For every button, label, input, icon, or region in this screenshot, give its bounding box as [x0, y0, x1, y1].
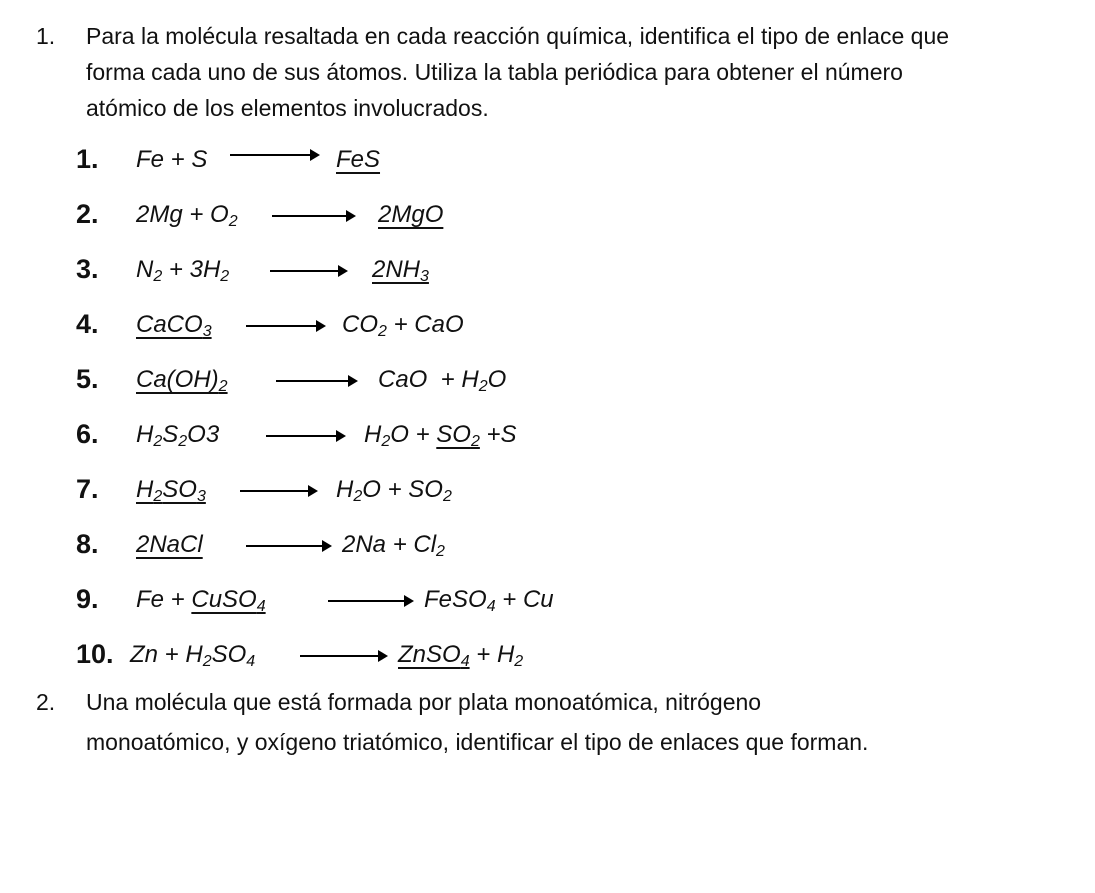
formula: $2Mg + O_2$	[136, 201, 238, 230]
reaction-arrow-icon	[276, 380, 356, 382]
products	[364, 421, 517, 449]
reaction-number: 2.	[76, 199, 99, 229]
reactants	[136, 256, 229, 284]
reaction-row	[0, 580, 700, 624]
reaction-number: 6.	[76, 419, 99, 449]
products	[378, 201, 443, 229]
reaction-arrow-icon	[328, 600, 412, 602]
reaction-number: 1.	[76, 144, 99, 174]
reaction-arrow-icon	[300, 655, 386, 657]
reaction-arrow-icon	[230, 154, 318, 156]
reaction-row	[0, 470, 700, 514]
products	[378, 366, 506, 394]
highlighted-molecule: CaCO$_3$	[136, 311, 212, 340]
reaction-row	[0, 305, 700, 349]
reactants	[136, 531, 203, 559]
reaction-number: 7.	[76, 474, 99, 504]
reaction-number: 8.	[76, 529, 99, 559]
products	[336, 146, 380, 174]
question-1-number: 1.	[36, 23, 56, 49]
formula: $H_2S_2O3$	[136, 421, 220, 450]
reaction-arrow-icon	[270, 270, 346, 272]
highlighted-molecule: $SO_2$	[436, 421, 480, 450]
question-1-text	[86, 18, 1086, 126]
reaction-arrow-icon	[246, 545, 330, 547]
reaction-number: 4.	[76, 309, 99, 339]
formula: $H_2O$ +	[364, 421, 437, 450]
reaction-number: 3.	[76, 254, 99, 284]
highlighted-molecule: 2MgO	[378, 201, 444, 228]
highlighted-molecule: $H_2SO_3$	[136, 476, 206, 505]
reactants	[136, 586, 266, 614]
formula: $H_2O + SO_2$	[336, 476, 452, 505]
products	[424, 586, 554, 614]
formula: FeSO$_4$ + Cu	[424, 586, 554, 615]
reaction-arrow-icon	[240, 490, 316, 492]
reactants	[136, 476, 206, 504]
reaction-row	[0, 635, 700, 679]
formula: $2Na + Cl_2$	[342, 531, 445, 560]
highlighted-molecule: CuSO$_4$	[191, 586, 266, 615]
products	[398, 641, 523, 669]
reaction-number: 9.	[76, 584, 99, 614]
formula: $Zn + H_2SO_4$	[130, 641, 256, 670]
reaction-row	[0, 415, 700, 459]
question-2-number: 2.	[36, 689, 56, 715]
formula: CaO + $H_2O$	[378, 366, 507, 395]
reactants	[136, 146, 207, 174]
reaction-number: 10.	[76, 639, 114, 669]
question-1-line: atómico de los elementos involucrados.	[86, 95, 489, 121]
formula: Fe + S	[136, 146, 208, 173]
reactants	[136, 311, 212, 339]
reaction-arrow-icon	[272, 215, 354, 217]
reaction-row	[0, 525, 700, 569]
question-2-line: monoatómico, y oxígeno triatómico, identificar el tipo de enlaces que forman.	[86, 729, 869, 755]
reaction-row	[0, 360, 700, 404]
formula: $CO_2$ + CaO	[342, 311, 464, 340]
reaction-row	[0, 195, 700, 239]
question-2-text	[86, 684, 1086, 764]
reaction-arrow-icon	[266, 435, 344, 437]
reaction-row	[0, 140, 700, 184]
reactants	[136, 366, 228, 394]
products	[372, 256, 429, 284]
products	[342, 311, 464, 339]
question-2-line: Una molécula que está formada por plata monoatómica, nitrógeno	[86, 689, 762, 715]
formula: Fe +	[136, 586, 192, 613]
reaction-row	[0, 250, 700, 294]
reaction-arrow-icon	[246, 325, 324, 327]
reactants	[136, 421, 219, 449]
question-1-line: forma cada uno de sus átomos. Utiliza la tabla periódica para obtener el número	[86, 59, 903, 85]
highlighted-molecule: $Ca(OH)_2$	[136, 366, 228, 395]
highlighted-molecule: $2NH_3$	[372, 256, 429, 285]
reactants	[130, 641, 255, 669]
formula: $N_2 + 3H_2$	[136, 256, 230, 285]
highlighted-molecule: ZnSO$_4$	[398, 641, 470, 670]
formula: + $H_2$	[469, 641, 524, 670]
products	[342, 531, 445, 559]
question-1-line: Para la molécula resaltada en cada reacción química, identifica el tipo de enlace que	[86, 23, 950, 49]
products	[336, 476, 452, 504]
highlighted-molecule: FeS	[336, 146, 381, 173]
reaction-number: 5.	[76, 364, 99, 394]
reactants	[136, 201, 238, 229]
highlighted-molecule: 2NaCl	[136, 531, 203, 558]
formula: +S	[479, 421, 517, 448]
